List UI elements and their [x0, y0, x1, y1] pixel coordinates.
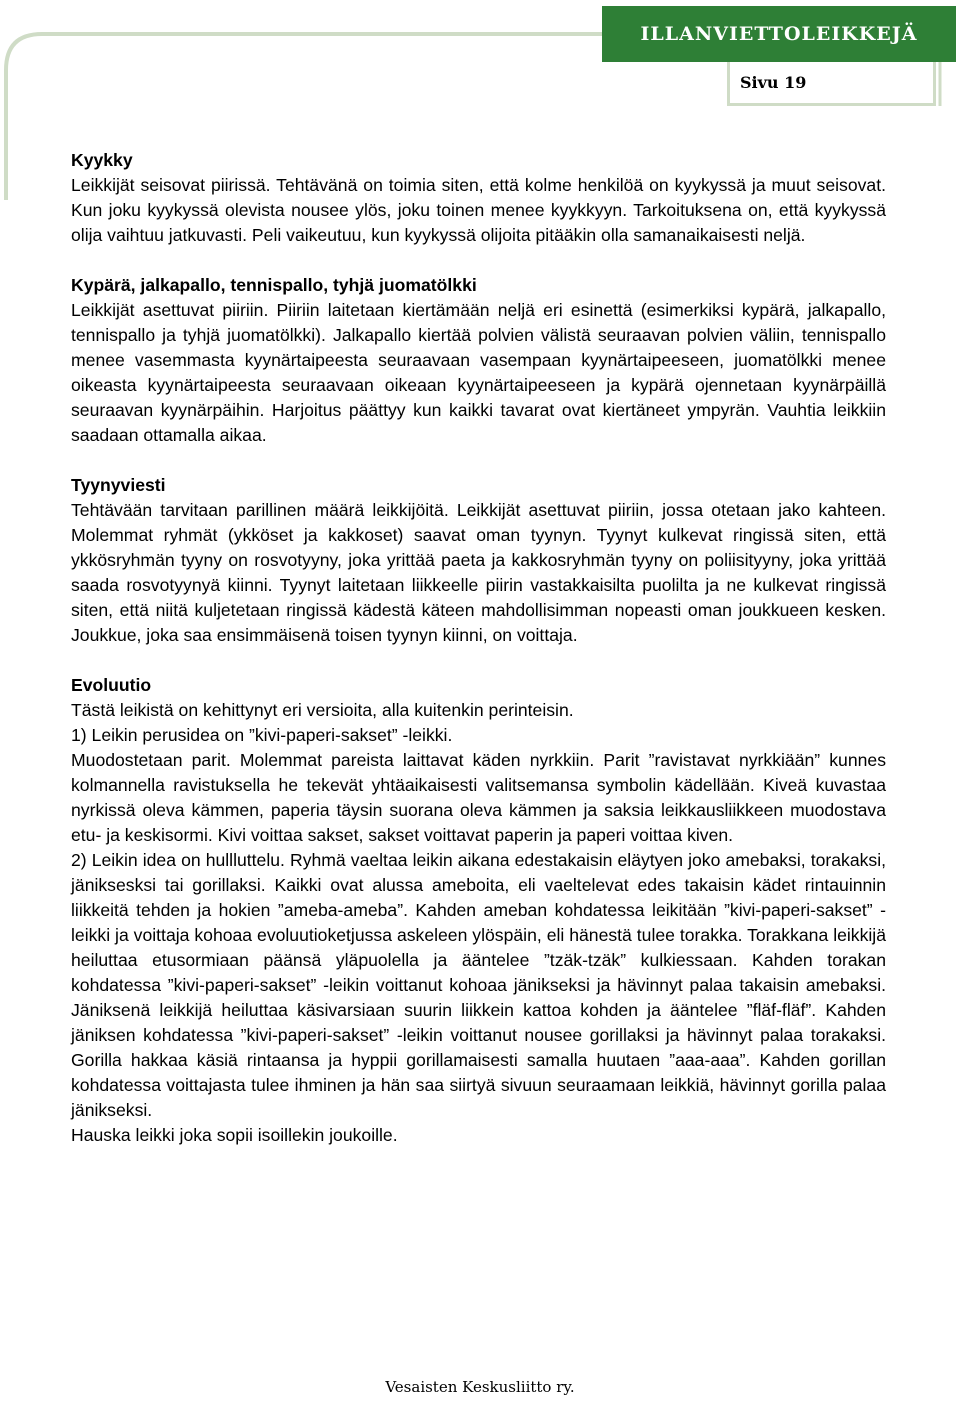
- section-paragraph: Leikkijät seisovat piirissä. Tehtävänä on toimia siten, että kolme henkilöä on kyykyssä ja muut seisovat. Kun joku kyykyssä olevista nousee ylös, joku toinen menee kyykkyyn. Tarkoituksena on, että kyykyssä olija vaihtuu jatkuvasti. Peli vaikeutuu, kun kyykyssä olijoita pitääkin olla samanaikaisesti neljä.: [71, 175, 886, 245]
- section-paragraph: Hauska leikki joka sopii isoillekin joukoille.: [71, 1125, 398, 1145]
- section-paragraph: Tehtävään tarvitaan parillinen määrä leikkijöitä. Leikkijät asettuvat piiriin, jossa otetaan jako kahteen. Molemmat ryhmät (ykköset ja kakkoset) saavat oman tyynyn. Tyynyt kulkevat ringissä siten, että ykkösryhmän tyyny on rosvotyyny, joka yrittää paeta ja kakkosryhmän tyyny on poliisityyny, joka yrittää saada rosvotyynyä kiinni. Tyynyt laitetaan liikkeelle piirin vastakkaisilta puolilta ja ne kulkevat ringissä siten, että niitä kuljetetaan ringissä kädestä käteen mahdollisimman nopeasti oman joukkueen kesken. Joukkue, joka saa ensimmäisenä toisen tyynyn kiinni, on voittaja.: [71, 500, 886, 645]
- section-kypara: [71, 273, 886, 448]
- section-heading: Kyykky: [71, 150, 133, 170]
- document-body: [71, 148, 886, 1173]
- section-evoluutio: [71, 673, 886, 1148]
- section-paragraph: 2) Leikin idea on hullluttelu. Ryhmä vaeltaa leikin aikana edestakaisin eläytyen joko amebaksi, torakaksi, jäniksesksi tai gorillaksi. Kaikki ovat alussa ameboita, eli vaeltelevat edes takaisin kädet rintauinnin liikkeitä tehden ja hokien ”ameba-ameba”. Kahden ameban kohdatessa leikitään ”kivi-paperi-sakset” -leikki ja voittaja kohoaa evoluutioketjussa askeleen ylöspäin, eli hänestä tulee torakka. Torakkana leikkijä heiluttaa etusormiaan päänsä yläpuolella ja ääntelee ”tzäk-tzäk” kulkiessaan. Kahden torakan kohdatessa ”kivi-paperi-sakset” -leikin voittanut kohoaa jänikseksi ja hävinnyt palaa takaisin amebaksi. Jäniksenä leikkijä heiluttaa käsivarsiaan suurin liikkein kattoa kohden ja ääntelee ”fläf-fläf”. Kahden jäniksen kohdatessa ”kivi-paperi-sakset” -leikin voittanut nousee gorillaksi ja hävinnyt palaa torakaksi. Gorilla hakkaa käsiä rintaansa ja hyppii gorillamaisesti samalla huutaen ”aaa-aaa”. Kahden gorillan kohdatessa voittajasta tulee ihminen ja hän saa siirtyä sivuun seuraamaan leikkiä, hävinnyt gorilla palaa jänikseksi.: [71, 850, 886, 1120]
- section-heading: Kypärä, jalkapallo, tennispallo, tyhjä juomatölkki: [71, 275, 477, 295]
- page-number-box: [727, 62, 936, 106]
- page-number: Sivu 19: [740, 73, 807, 92]
- footer-text: Vesaisten Keskusliitto ry.: [385, 1378, 575, 1396]
- header-banner: [602, 6, 956, 62]
- section-heading: Tyynyviesti: [71, 475, 166, 495]
- section-paragraph: Leikkijät asettuvat piiriin. Piiriin laitetaan kiertämään neljä eri esinettä (esimerkiksi kypärä, jalkapallo, tennispallo ja tyhjä juomatölkki). Jalkapallo kiertää polvien välistä seuraavan polvien väliin, tennispallo menee vasemmasta kyynärtaipeesta seuraavaan vasempaan kyynärtaipeeseen, juomatölkki menee oikeasta kyynärtaipeesta seuraavaan oikeaan kyynärtaipeeseen ja kypärä ojennetaan kyynärpäillä seuraavan kyynärpäihin. Harjoitus päättyy kun kaikki tavarat ovat kiertäneet ympyrän. Vauhtia leikkiin saadaan ottamalla aikaa.: [71, 300, 886, 445]
- section-paragraph: Muodostetaan parit. Molemmat pareista laittavat käden nyrkkiin. Parit ”ravistavat nyrkkiään” kunnes kolmannella ravistuksella he tekevät yhtäaikaisesti valitsemansa symbolin kädellään. Kiveä kuvastaa nyrkissä oleva kämmen, paperia täysin suorana oleva kämmen ja saksia leikkausliikkeen muodostava etu- ja keskisormi. Kivi voittaa sakset, sakset voittavat paperin ja paperi voittaa kiven.: [71, 750, 886, 845]
- section-kyykky: [71, 148, 886, 248]
- section-paragraph: Tästä leikistä on kehittynyt eri versioita, alla kuitenkin perinteisin.: [71, 700, 574, 720]
- section-paragraph: 1) Leikin perusidea on ”kivi-paperi-sakset” -leikki.: [71, 725, 453, 745]
- document-title: ILLANVIETTOLEIKKEJÄ: [640, 23, 918, 45]
- section-tyynyviesti: [71, 473, 886, 648]
- section-heading: Evoluutio: [71, 675, 152, 695]
- footer: [0, 1378, 960, 1396]
